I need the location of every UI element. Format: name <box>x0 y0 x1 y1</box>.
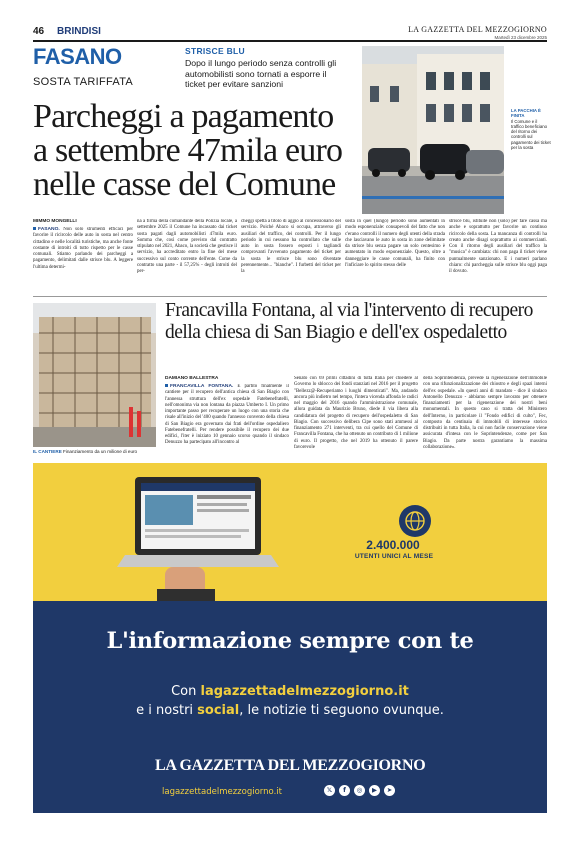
publication-date: Martedì 23 dicembre 2025 <box>494 35 547 40</box>
laptop-hand-illustration <box>33 463 547 601</box>
instagram-icon[interactable]: ◎ <box>354 785 365 796</box>
telegram-icon[interactable]: ➤ <box>384 785 395 796</box>
ad-tagline-social: social <box>197 703 240 718</box>
ad-banner-top <box>33 463 547 601</box>
bullet-square-icon <box>33 227 36 230</box>
ad-tagline-1-prefix: Con <box>171 684 201 699</box>
article1-column-5: strisce blu, istituite non (solo) per fare cassa ma anche e soprattutto per favorire un continuo ricircolo della sosta. La mancanza di controlli ha creato anche disagi soprattutto ai commercianti. Con il ritorno degli ausiliari del traffico la "musica" è cambiata: chi non paga il ticket viene puntualmente sanzionato. E i numeri parlano chiaro: chi parcheggia sulle strisce blu oggi paga il dovuto. <box>449 219 547 274</box>
article1-photo-caption <box>511 108 551 150</box>
ad-user-count-label: UTENTI UNICI AL MESE <box>354 553 434 560</box>
ad-tagline-1 <box>33 684 547 699</box>
article1-photo-caption-title: LA PACCHIA È FINITA <box>511 108 541 119</box>
article2-byline: DAMIANO BALLESTRA <box>165 376 219 381</box>
section-divider <box>33 296 547 297</box>
article1-column-3: cheggi spetta a titolo di aggio al concessionario del servizio. Poiché Abaco si occupa, attraverso gli ausiliari del traffico, dei controlli. Per il lungo periodo in cui nessuno ha controllato che sulle auto in sosta fossero esposti i tagliandi comprovanti l'avvenuto pagamento del ticket per la sosta le strisce blu sono diventate perennemente... "bianche". I furbetti del ticket per la <box>241 219 341 274</box>
ad-website-link[interactable]: lagazzettadelmezzogiorno.it <box>162 787 282 797</box>
ad-headline: L'informazione sempre con te <box>106 628 474 654</box>
ad-tagline-2-suffix: , le notizie ti seguono ovunque. <box>239 703 444 718</box>
article1-kicker-sub: SOSTA TARIFFATA <box>33 76 134 88</box>
article2-photo <box>33 303 156 447</box>
bullet-square-icon <box>165 384 168 387</box>
header-rule <box>33 40 547 42</box>
article1-photo-caption-text: Il Comune e il traffico beneficiano del ritorno dei controlli sul pagamento dei ticket per la sosta <box>511 118 551 151</box>
article2-column-1-text: È partito finalmente il cantiere per il recupero dell'antica chiesa di San Biagio con l'annessa struttura dell'ex ospedale Fatebenefratelli, nell'omonima via non lontana da piazza Umberto I. Un primo importante passo per recuperare un luogo con una storia che risale all'inizio del '400 quando l'annesso convento della chiesa di San Biagio era governato dai frati dell'ordine ospedaliero Fatebenefratelli. Per rendere possibile il recupero dei due edifici, l'iter è iniziato 10 gennaio scorso quando il sindaco Denuzzo ha partecipato all'incontro al <box>165 384 289 446</box>
article2-photo-caption-title: IL CANTIERE <box>33 449 62 454</box>
article2-column-2: Senato con 69 primi cittadini di tutta Italia per chiedere al Governo lo sblocco dei fondi stanziati nel 2016 per il progetto "Bellezz@-Recuperiamo i luoghi dimenticati". Ma, andando ancora più indietro nel tempo, l'intera vicenda affonda le radici nel maggio del 2016 quando l'amministrazione comunale, allora guidata da Maurizio Bruno, diede il via libera alla candidatura del progetto di recupero dell'ospedaletto di San Biagio. Con successivo delibera Cipe sono stati ammessi al finanziamento 271 interventi, tra cui quello del Comune di Francavilla Fontana, che ha ottenuto un contributo di 1 milione di euro. Il progetto, che nel 2019 ha ottenuto il parere favorevole <box>294 376 418 450</box>
article1-subhead-title: STRISCE BLU <box>185 46 245 56</box>
youtube-icon[interactable]: ▶ <box>369 785 380 796</box>
ad-tagline-url[interactable]: lagazzettadelmezzogiorno.it <box>200 684 409 699</box>
x-icon[interactable]: 𝕏 <box>324 785 335 796</box>
social-icons <box>324 785 395 796</box>
ad-tagline-2 <box>33 703 547 718</box>
page-header <box>33 26 547 38</box>
article2-column-3: della Soprintendenza, prevede la rigenerazione dell'immobile con una rifunzionalizzazione dei chiostro e degli spazi interni dell'ex ospedale. «In questi anni di mandato - dice il sindaco Antonello Denuzzo - abbiamo sempre lavorato per ottenere finanziamenti per la rigenerazione dei nostri beni monumentali. In questo caso si tratta del Ministero dell'Interno, in particolare il "Fondo edifici di culto", Fec, composto da centinaia di immobili di interesse storico distribuiti in tutta Italia, la cui non facile conservazione viene assicurata d'intesa con le Soprintendenze, come per San Biagio. Da parte nostra garantiamo la massima collaborazione». <box>423 376 547 450</box>
street-parking-photo <box>362 46 504 214</box>
ad-user-count: 2.400.000 <box>366 538 420 552</box>
article1-photo <box>362 46 504 214</box>
article1-subhead-text: Dopo il lungo periodo senza controlli gli automobilisti sono tornati a esporre il ticket per evitare sanzioni <box>185 58 337 90</box>
article1-column-4: sosta in quel (lungo) periodo sono aumentati in modo esponenziale: consapevoli del fatto che non c'erano controlli il numero degli utenti della strada che lasciavano le auto in sosta in zone delimitate da strisce blu senza pagare un solo centesimo è aumentato in modo esponenziale. Questo, oltre a danneggiare le casse comunali, ha finito con l'inficiare lo spirito stesso delle <box>345 219 445 268</box>
facebook-icon[interactable]: f <box>339 785 350 796</box>
article1-column-2: na a firma della comandante della Polizia locale, a settembre 2025 il Comune ha incassato dai ticket sosta pagati dagli automobilisti 47mila euro. Somma che, così come previsto dal contratto stipulato nel 2021, Abaco, la società che gestisce il servizio, ha accreditato entro la fine del mese successivo sul conto corrente dell'ente. Come da contratto una parte - il 57,25% - degli introiti del per- <box>137 219 237 274</box>
article2-lead: FRANCAVILLA FONTANA. <box>170 384 234 389</box>
article2-headline: Francavilla Fontana, al via l'intervento di recupero della chiesa di San Biagio e dell'ex ospedaletto <box>165 300 533 343</box>
ad-tagline-2-prefix: e i nostri <box>136 703 198 718</box>
page-number: 46 <box>33 26 45 37</box>
article1-column-1 <box>33 227 133 293</box>
article1-column-1-text: Non solo strumenti efficaci per favorire il ricircolo delle auto in sosta nel centro cittadino e nelle località turistiche, ma anche fonte costante di introiti di tutto rispetto per le casse comunali. Stiamo parlando dei parcheggi a pagamento, delimitati dalle strisce blu. A leggere l'ultima determi- <box>33 227 133 270</box>
article1-byline: MIMMO MONGELLI <box>33 219 77 224</box>
newspaper-logo: LA GAZZETTA DEL MEZZOGIORNO <box>155 757 426 774</box>
article1-headline: Parcheggi a pagamento a settembre 47mila euro nelle casse del Comune <box>33 98 343 203</box>
article2-column-1 <box>165 384 289 458</box>
article1-kicker: FASANO <box>33 44 122 69</box>
article2-photo-caption-text: Finanziamento da un milione di euro <box>63 449 138 454</box>
newspaper-name: LA GAZZETTA DEL MEZZOGIORNO <box>408 25 547 34</box>
section-label: BRINDISI <box>57 26 101 37</box>
church-scaffolding-photo <box>33 303 156 447</box>
article1-lead: FASANO. <box>38 227 60 232</box>
article2-photo-caption <box>33 449 163 454</box>
